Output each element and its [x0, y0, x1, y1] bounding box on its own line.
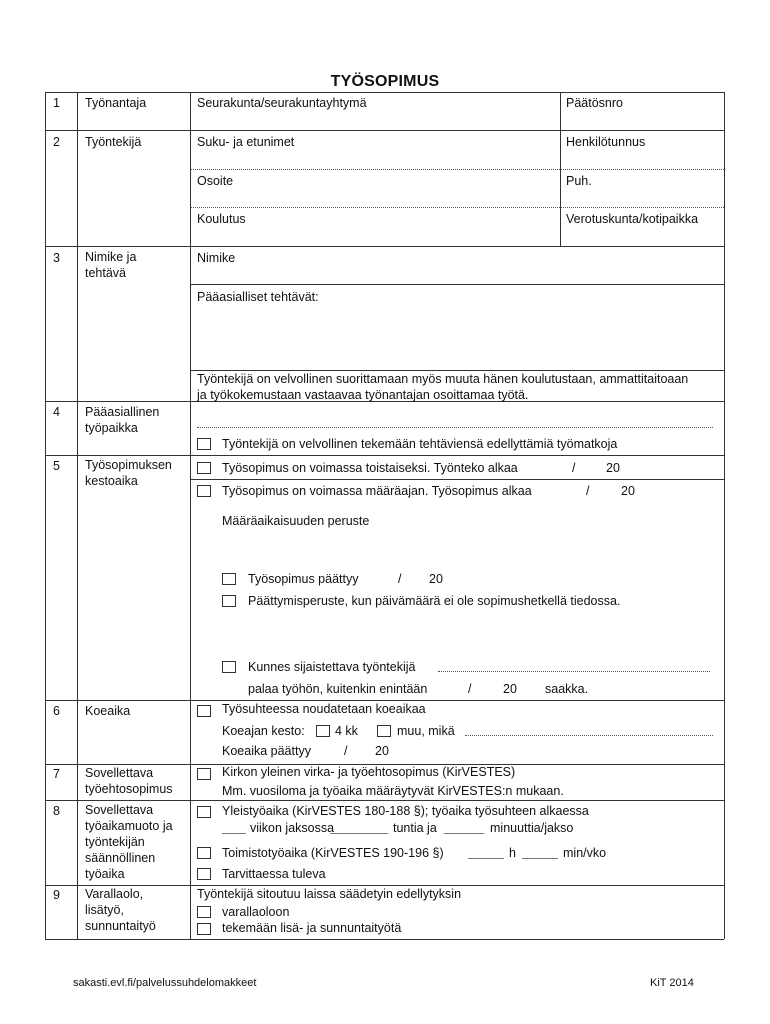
decision-number-label: Päätösnro: [566, 96, 623, 110]
address-field-label: Osoite: [197, 174, 234, 188]
table-right-border: [724, 92, 725, 939]
end-basis-checkbox[interactable]: [222, 595, 236, 607]
hours-input-line[interactable]: [330, 833, 388, 834]
footer-url: sakasti.evl.fi/palvelussuhdelomakkeet: [73, 977, 257, 989]
kirvestes-note: Mm. vuosiloma ja työaika määräytyvät KirVESTES:n mukaan.: [222, 784, 564, 798]
row-number: 9: [53, 888, 60, 902]
row-number: 6: [53, 704, 60, 718]
overtime-text: tekemään lisä- ja sunnuntaityötä: [222, 921, 402, 935]
minutes-text: minuuttia/jakso: [490, 821, 574, 835]
end-basis-text: Päättymisperuste, kun päivämäärä ei ole sopimushetkellä tiedossa.: [248, 594, 621, 608]
hours-text: tuntia ja: [393, 821, 437, 835]
year-prefix: 20: [375, 744, 389, 758]
weeks-input-line[interactable]: [222, 833, 246, 834]
year-prefix: 20: [503, 682, 517, 696]
row-divider: [45, 700, 724, 701]
kirvestes-text: Kirkon yleinen virka- ja työehtosopimus (KirVESTES): [222, 765, 516, 779]
row-divider: [45, 130, 724, 131]
standby-text: varallaoloon: [222, 905, 290, 919]
date-slash: /: [398, 572, 402, 586]
fixed-term-checkbox[interactable]: [197, 485, 211, 497]
job-title-field-label: Nimike: [197, 251, 236, 265]
parish-field-label: Seurakunta/seurakuntayhtymä: [197, 96, 367, 110]
education-field-label: Koulutus: [197, 212, 246, 226]
tax-field-label: Verotuskunta/kotipaikka: [566, 212, 699, 226]
row-number: 4: [53, 405, 60, 419]
trial-length-label: Koeajan kesto:: [222, 724, 305, 738]
phone-field-label: Puh.: [566, 174, 592, 188]
row-label-workplace: Pääasiallinen työpaikka: [85, 405, 160, 435]
indefinite-text: Työsopimus on voimassa toistaiseksi. Työnteko alkaa: [222, 461, 518, 475]
cell-dotted-divider: [190, 169, 724, 170]
as-needed-text: Tarvittaessa tuleva: [222, 867, 326, 881]
ssn-field-label: Henkilötunnus: [566, 135, 646, 149]
document-title: TYÖSOPIMUS: [330, 73, 440, 90]
returns-text: palaa työhön, kuitenkin enintään: [248, 682, 428, 696]
row-label-duration: Työsopimuksen kestoaika: [85, 458, 172, 488]
minutes-input-line[interactable]: [444, 833, 484, 834]
table-top-border: [45, 92, 724, 93]
trial-checkbox[interactable]: [197, 705, 211, 717]
four-months-checkbox[interactable]: [316, 725, 330, 737]
office-hours-input-line[interactable]: [468, 858, 504, 859]
main-tasks-field-label: Pääasialliset tehtävät:: [197, 290, 319, 304]
date-slash: /: [572, 461, 576, 475]
row-number: 2: [53, 135, 60, 149]
general-time-text: Yleistyöaika (KirVESTES 180-188 §); työaika työsuhteen alkaessa: [222, 804, 589, 818]
year-prefix: 20: [606, 461, 620, 475]
other-length-checkbox[interactable]: [377, 725, 391, 737]
travel-text: Työntekijä on velvollinen tekemään tehtäviensä edellyttämiä työmatkoja: [222, 437, 618, 451]
trial-text: Työsuhteessa noudatetaan koeaikaa: [222, 702, 426, 716]
substitute-name-line[interactable]: [438, 671, 710, 672]
contract-ends-text: Työsopimus päättyy: [248, 572, 359, 586]
name-field-label: Suku- ja etunimet: [197, 135, 295, 149]
date-slash: /: [468, 682, 472, 696]
office-h-text: h: [509, 846, 516, 860]
row-number: 7: [53, 767, 60, 781]
date-slash: /: [586, 484, 590, 498]
row-number: 1: [53, 96, 60, 110]
footer-code: KiT 2014: [650, 977, 694, 989]
year-prefix: 20: [621, 484, 635, 498]
kirvestes-checkbox[interactable]: [197, 768, 211, 780]
fixed-term-text: Työsopimus on voimassa määräajan. Työsopimus alkaa: [222, 484, 532, 498]
office-minweek-text: min/vko: [563, 846, 607, 860]
cell-dotted-divider: [190, 207, 724, 208]
indefinite-checkbox[interactable]: [197, 462, 211, 474]
table-bottom-border: [45, 939, 724, 940]
row-label-standby: Varallaolo, lisätyö, sunnuntaityö: [85, 887, 156, 933]
other-length-text: muu, mikä: [397, 724, 455, 738]
office-minutes-input-line[interactable]: [522, 858, 558, 859]
work-obligation-text: Työntekijä on velvollinen suorittamaan myös muuta hänen koulutustaan, ammattitaitoaan ja työkokemustaan vastaavaa työnantajan osoittamaa työtä.: [197, 372, 689, 402]
office-time-checkbox[interactable]: [197, 847, 211, 859]
label-column-divider: [190, 92, 191, 939]
substitute-text: Kunnes sijaistettava työntekijä: [248, 660, 416, 674]
row-number: 8: [53, 804, 60, 818]
table-left-border: [45, 92, 46, 939]
cell-divider: [190, 479, 724, 480]
fixed-term-basis-label: Määräaikaisuuden peruste: [222, 514, 370, 528]
contract-ends-checkbox[interactable]: [222, 573, 236, 585]
four-months-text: 4 kk: [335, 724, 358, 738]
travel-checkbox[interactable]: [197, 438, 211, 450]
row-label-employer: Työnantaja: [85, 96, 147, 110]
standby-intro-text: Työntekijä sitoutuu laissa säädetyin edellytyksin: [197, 887, 462, 901]
row-label-employee: Työntekijä: [85, 135, 142, 149]
workplace-input-line[interactable]: [197, 427, 713, 428]
as-needed-checkbox[interactable]: [197, 868, 211, 880]
general-time-checkbox[interactable]: [197, 806, 211, 818]
row-label-agreement: Sovellettava työehtosopimus: [85, 766, 173, 796]
row-number: 5: [53, 459, 60, 473]
row-number: 3: [53, 251, 60, 265]
office-time-text: Toimistotyöaika (KirVESTES 190-196 §): [222, 846, 444, 860]
saakka-text: saakka.: [545, 682, 589, 696]
row-divider: [45, 246, 724, 247]
date-slash: /: [344, 744, 348, 758]
standby-checkbox[interactable]: [197, 906, 211, 918]
row-label-title-task: Nimike ja tehtävä: [85, 250, 137, 280]
row-divider: [45, 800, 724, 801]
substitute-checkbox[interactable]: [222, 661, 236, 673]
cell-divider: [560, 92, 561, 130]
weeks-text: viikon jaksossa: [250, 821, 335, 835]
cell-divider: [190, 284, 724, 285]
row-label-trial: Koeaika: [85, 704, 131, 718]
row-label-working-time: Sovellettava työaikamuoto ja työntekijän säännöllinen työaika: [85, 803, 173, 881]
row-divider: [45, 455, 724, 456]
year-prefix: 20: [429, 572, 443, 586]
other-length-line[interactable]: [465, 735, 713, 736]
overtime-checkbox[interactable]: [197, 923, 211, 935]
cell-divider: [560, 130, 561, 246]
num-column-divider: [77, 92, 78, 939]
trial-ends-text: Koeaika päättyy: [222, 744, 311, 758]
